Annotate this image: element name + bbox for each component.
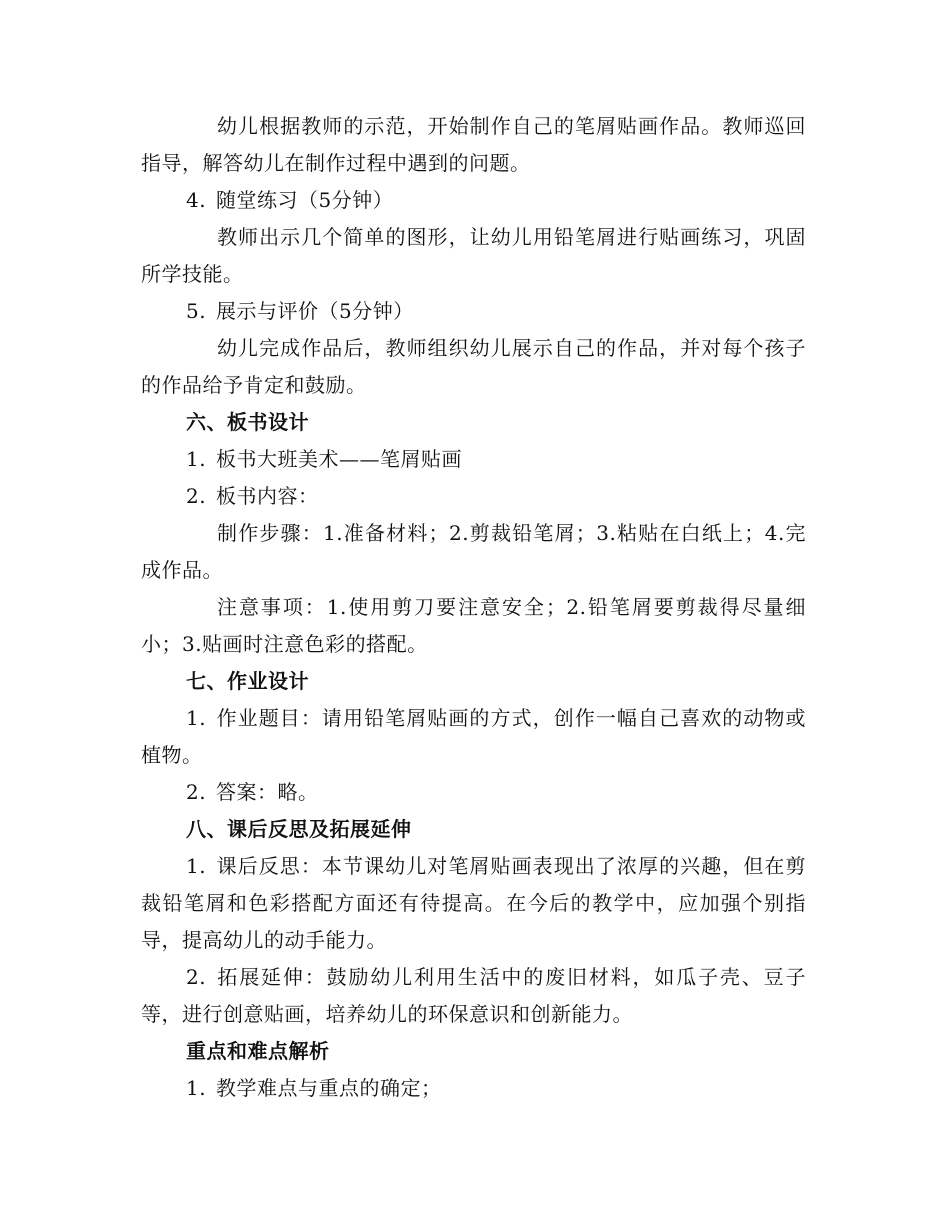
list-item-homework-task (141, 700, 806, 774)
list-number: 2. (186, 780, 207, 804)
document-body (141, 108, 806, 1107)
list-item-reflection (141, 848, 806, 959)
list-item-practice (141, 182, 806, 219)
list-item-board-content (141, 478, 806, 515)
paragraph-steps: 制作步骤：1.准备材料；2.剪裁铅笔屑；3.粘贴在白纸上；4.完成作品。 (141, 521, 806, 582)
list-text: 随堂练习（5分钟） (216, 188, 394, 212)
section-heading-homework: 七、作业设计 (186, 669, 309, 693)
list-number: 1. (186, 447, 207, 471)
list-item-homework-answer (141, 774, 806, 811)
list-text: 教学难点与重点的确定； (216, 1076, 442, 1100)
list-text: 课后反思：本节课幼儿对笔屑贴画表现出了浓厚的兴趣，但在剪裁铅笔屑和色彩搭配方面还有待提高。在今后的教学中，应加强个别指导，提高幼儿的动手能力。 (141, 854, 806, 952)
section-heading-reflection: 八、课后反思及拓展延伸 (186, 817, 412, 841)
list-item-showcase (141, 293, 806, 330)
paragraph-production: 幼儿根据教师的示范，开始制作自己的笔屑贴画作品。教师巡回指导，解答幼儿在制作过程中遇到的问题。 (141, 114, 806, 175)
list-number: 2. (186, 484, 207, 508)
section-heading-key-points: 重点和难点解析 (186, 1039, 330, 1063)
list-item-board-title (141, 441, 806, 478)
paragraph-showcase: 幼儿完成作品后，教师组织幼儿展示自己的作品，并对每个孩子的作品给予肯定和鼓励。 (141, 336, 806, 397)
list-text: 拓展延伸：鼓励幼儿利用生活中的废旧材料，如瓜子壳、豆子等，进行创意贴画，培养幼儿的环保意识和创新能力。 (141, 965, 806, 1026)
list-number: 1. (186, 706, 207, 730)
paragraph-practice: 教师出示几个简单的图形，让幼儿用铅笔屑进行贴画练习，巩固所学技能。 (141, 225, 806, 286)
list-number: 1. (186, 854, 207, 878)
list-text: 板书内容： (216, 484, 319, 508)
paragraph-notes: 注意事项：1.使用剪刀要注意安全；2.铅笔屑要剪裁得尽量细小；3.贴画时注意色彩的搭配。 (141, 595, 806, 656)
section-heading-board-design: 六、板书设计 (186, 410, 309, 434)
list-text: 作业题目：请用铅笔屑贴画的方式，创作一幅自己喜欢的动物或植物。 (141, 706, 806, 767)
list-number: 2. (186, 965, 207, 989)
list-item-key-points (141, 1070, 806, 1107)
list-item-extension (141, 959, 806, 1033)
list-text: 板书大班美术——笔屑贴画 (216, 447, 462, 471)
list-number: 1. (186, 1076, 207, 1100)
list-text: 展示与评价（5分钟） (216, 299, 414, 323)
list-text: 答案：略。 (216, 780, 319, 804)
list-number: 4. (186, 188, 207, 212)
list-number: 5. (186, 299, 207, 323)
